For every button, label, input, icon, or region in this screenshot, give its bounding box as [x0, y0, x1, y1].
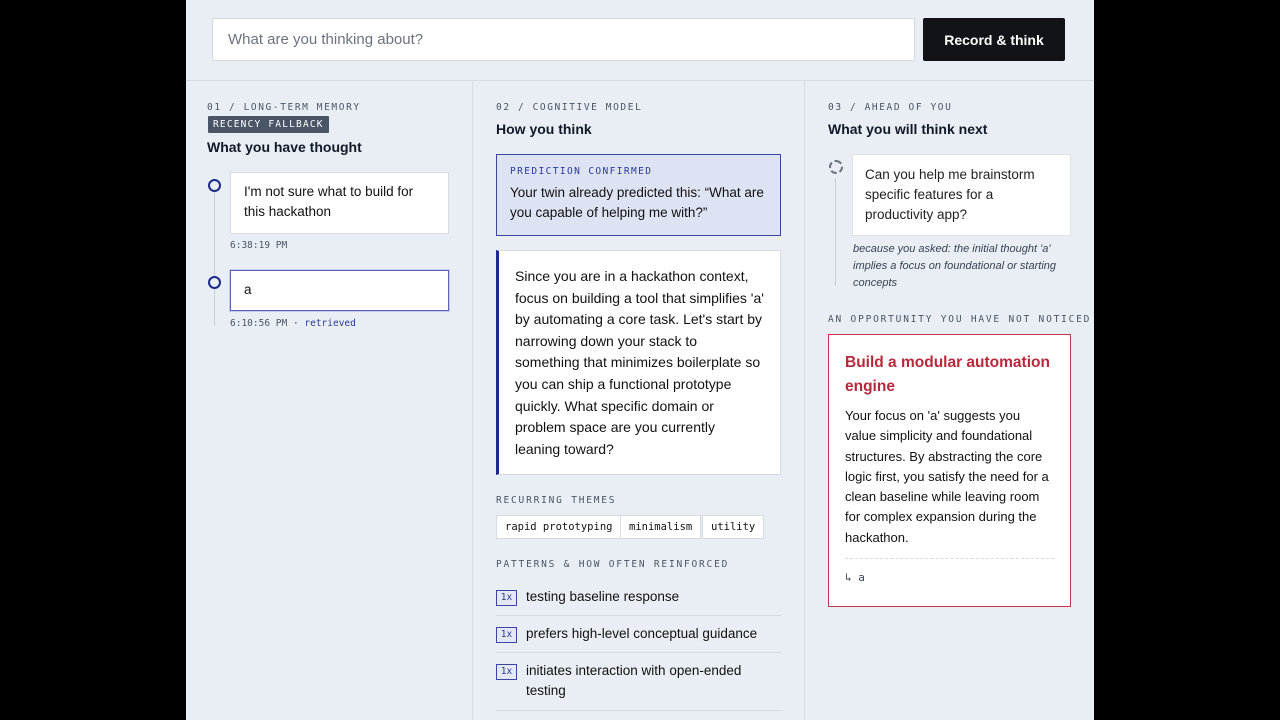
memory-eyebrow: 01 / LONG-TERM MEMORY: [207, 102, 361, 113]
cognitive-title: How you think: [496, 121, 592, 137]
next-thought-prediction[interactable]: Can you help me brainstorm specific features for a productivity app?: [852, 154, 1071, 236]
theme-chip: rapid prototyping: [496, 515, 621, 539]
record-think-button[interactable]: Record & think: [923, 18, 1065, 61]
pattern-row: [496, 624, 781, 653]
twin-response: Since you are in a hackathon context, focus on building a tool that simplifies 'a' by automating a core task. Let's start by narrowing down your stack to something that minimizes boilerplate so you can ship a functional prototype quickly. What specific domain or problem space are you currently leaning toward?: [496, 250, 781, 475]
opportunity-label: AN OPPORTUNITY YOU HAVE NOT NOTICED: [828, 314, 1092, 325]
opportunity-source-ref: ↳ a: [845, 571, 865, 585]
prediction-timeline: [835, 178, 836, 286]
opportunity-card: [828, 334, 1071, 607]
thought-input[interactable]: [212, 18, 915, 61]
pattern-count: 1x: [496, 627, 517, 643]
prediction-confirmed-text: Your twin already predicted this: “What are you capable of helping me with?”: [510, 185, 764, 220]
pattern-text: prefers high-level conceptual guidance: [526, 626, 758, 641]
column-divider: [804, 81, 805, 720]
top-bar: [186, 0, 1094, 81]
memory-timeline: [214, 192, 215, 326]
pattern-row: [496, 661, 781, 711]
memory-item-text: I'm not sure what to build for this hackathon: [244, 184, 414, 219]
memory-timestamp: 6:10:56 PM · retrieved: [230, 318, 356, 329]
retrieved-tag: · retrieved: [292, 318, 356, 329]
opportunity-body: Your focus on 'a' suggests you value simplicity and foundational structures. By abstracting the core logic first, you satisfy the need for a clean baseline while leaving room for complex expansion during the hackathon.: [845, 408, 1049, 545]
memory-title: What you have thought: [207, 139, 362, 155]
memory-item[interactable]: [230, 172, 449, 234]
pattern-text: testing baseline response: [526, 589, 680, 604]
pattern-row: [496, 587, 781, 616]
memory-timestamp: 6:38:19 PM: [230, 240, 288, 251]
app-window: [186, 0, 1094, 720]
recurring-themes-label: RECURRING THEMES: [496, 495, 617, 506]
pattern-text: initiates interaction with open-ended testing: [526, 663, 742, 698]
timeline-dot: [208, 179, 221, 192]
ahead-eyebrow: 03 / AHEAD OF YOU: [828, 102, 953, 113]
cognitive-eyebrow: 02 / COGNITIVE MODEL: [496, 102, 643, 113]
memory-item-text: a: [244, 282, 252, 297]
prediction-confirmed-box: [496, 154, 781, 236]
patterns-label: PATTERNS & HOW OFTEN REINFORCED: [496, 559, 730, 570]
pattern-count: 1x: [496, 664, 517, 680]
recency-fallback-badge: RECENCY FALLBACK: [208, 116, 329, 133]
theme-chip: utility: [702, 515, 764, 539]
prediction-confirmed-label: PREDICTION CONFIRMED: [510, 166, 653, 177]
prediction-reason: because you asked: the initial thought 'a' implies a focus on foundational or starting concepts: [853, 243, 1057, 289]
opportunity-divider: [845, 558, 1054, 559]
column-divider: [472, 81, 473, 720]
theme-chip: minimalism: [620, 515, 701, 539]
pattern-count: 1x: [496, 590, 517, 606]
opportunity-title: Build a modular automation engine: [845, 354, 1050, 395]
pending-prediction-icon: [829, 160, 843, 174]
ahead-title: What you will think next: [828, 121, 988, 137]
timeline-dot: [208, 276, 221, 289]
memory-item-selected[interactable]: [230, 270, 449, 311]
